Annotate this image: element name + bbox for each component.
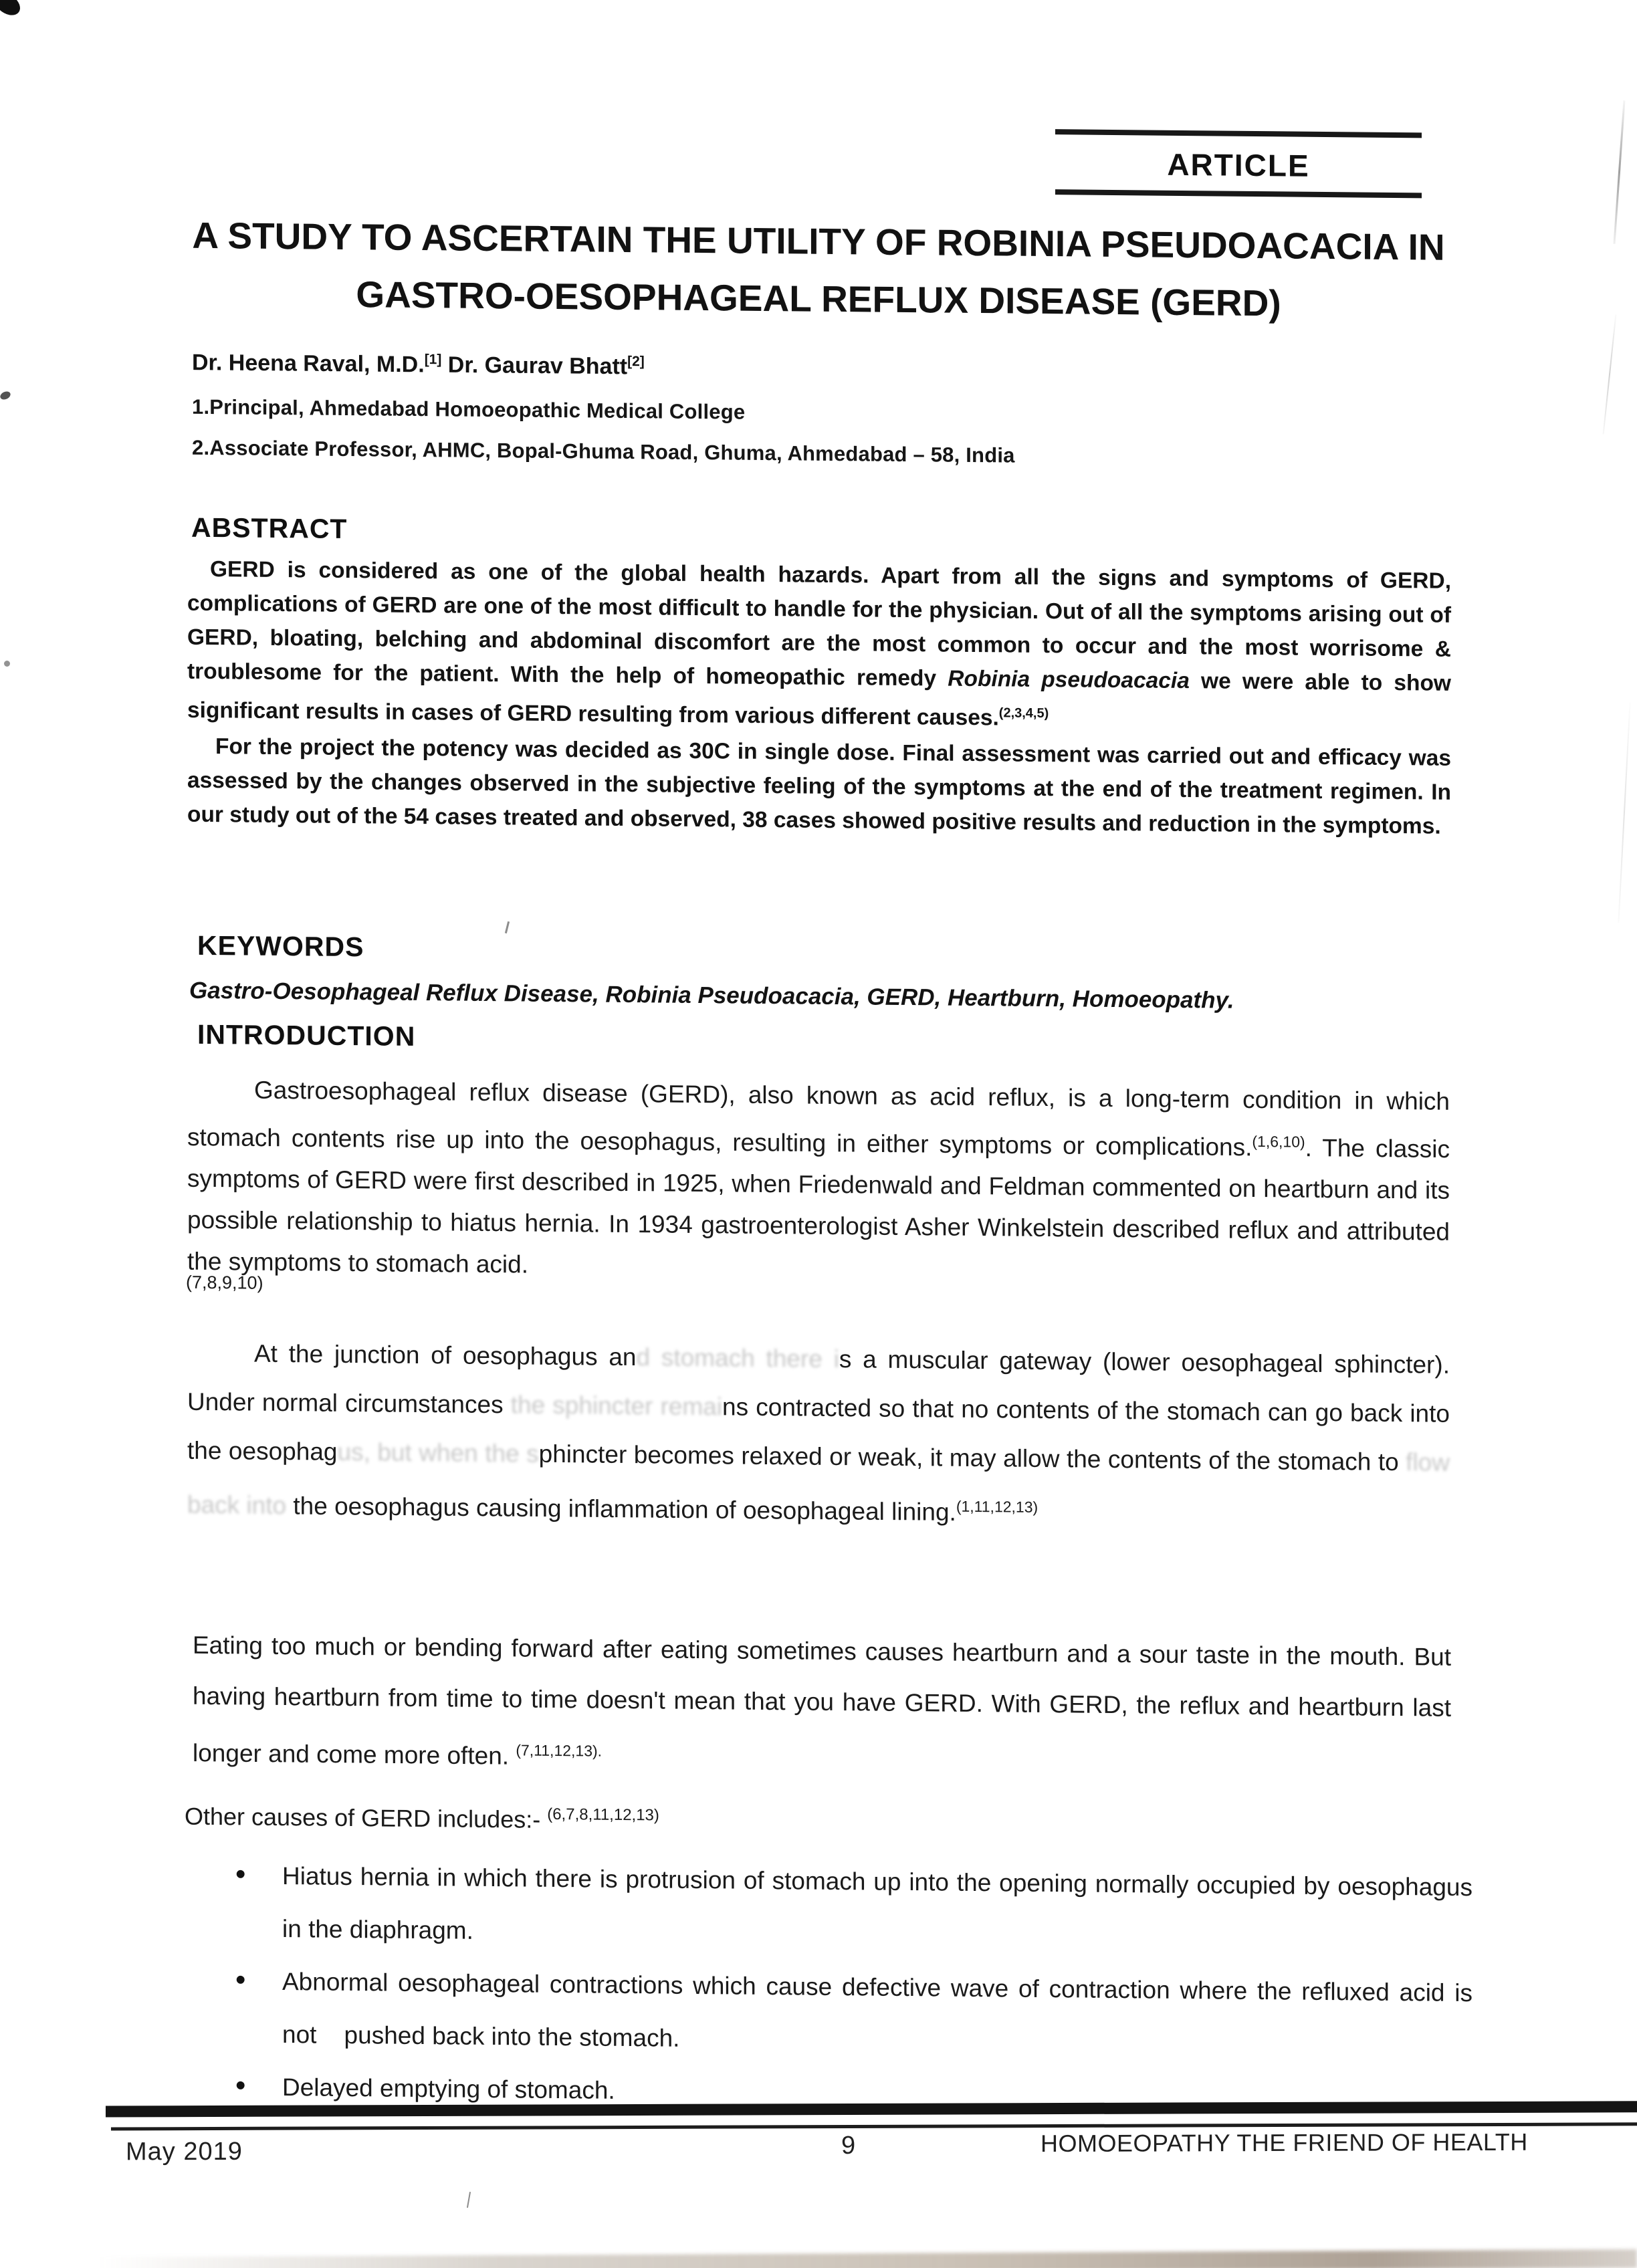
scan-smudge-text-1: d stomach there i: [636, 1343, 839, 1373]
bullet-3-text: Delayed emptying of stomach.: [282, 2073, 615, 2104]
author-2-superscript: [2]: [627, 354, 645, 370]
junction-citation: (1,11,12,13): [956, 1497, 1039, 1516]
introduction-heading: INTRODUCTION: [197, 1018, 416, 1052]
eating-text: Eating too much or bending forward after eating sometimes causes heartburn and a sour taste in the mouth. But having heartburn from time to time doesn't mean that you have GERD. With GERD, the reflux and heartburn last longer and come more often.: [193, 1631, 1451, 1770]
intro-p1-text-b: . The classic symptoms of GERD were first described in 1925, when Friedenwald and Feldman commented on heartburn and its possible relationship to hiatus hernia. In 1934 gastroenterologist Asher Winkelstein described reflux and attributed the symptoms to stomach acid.: [187, 1134, 1450, 1278]
author-1: Dr. Heena Raval, M.D.: [192, 350, 425, 378]
junction-text-5: the oesophagus causing inflammation of oesophageal lining.: [286, 1492, 956, 1526]
affiliation-1: 1.Principal, Ahmedabad Homoeopathic Medical College: [192, 394, 746, 424]
footer-journal-name: HOMOEOPATHY THE FRIEND OF HEALTH: [1041, 2128, 1528, 2158]
abstract-p1-text-b: we were able to show significant results in cases of GERD resulting from various different causes.: [187, 669, 1451, 731]
footer-issue-date: May 2019: [126, 2137, 243, 2166]
junction-text-4: phincter becomes relaxed or weak, it may allow the contents of the stomach to: [538, 1440, 1406, 1476]
abstract-p1-remedy-name: Robinia pseudoacacia: [948, 666, 1190, 694]
intro-p1-citation-line: (7,8,9,10): [186, 1272, 263, 1293]
abstract-p1-text: GERD is considered as one of the global health hazards. Apart from all the signs and symptoms of GERD, complications of GERD are one of the most difficult to handle for the physician. Out of all the symptoms arising out of GERD, bloating, belching and abdominal discomfort are the most common to occur and the most worrisome & troublesome for the patient. With the help of homeopathic remedy: [187, 557, 1451, 691]
affiliation-2: 2.Associate Professor, AHMC, Bopal-Ghuma Road, Ghuma, Ahmedabad – 58, India: [192, 435, 1015, 467]
author-1-superscript: [1]: [424, 352, 442, 368]
bullet-2-text: Abnormal oesophageal contractions which cause defective wave of contraction where the refluxed acid is not pushed back into the stomach.: [282, 1968, 1472, 2052]
paper-title-line2: GASTRO-OESOPHAGEAL REFLUX DISEASE (GERD): [356, 273, 1281, 324]
eating-citation: (7,11,12,13).: [516, 1741, 603, 1760]
bullet-icon: •: [235, 1963, 246, 1997]
scan-smudge-text-2: the sphincter remai: [510, 1391, 723, 1421]
author-2: Dr. Gaurav Bhatt: [441, 352, 628, 380]
abstract-heading: ABSTRACT: [191, 512, 348, 544]
article-banner-label: ARTICLE: [1167, 146, 1310, 183]
abstract-p1-citation: (2,3,4,5): [998, 705, 1049, 721]
scan-smudge-text-4: flow back into: [187, 1448, 1450, 1520]
scan-smudge-text-3: us, but when the s: [337, 1438, 539, 1468]
keywords-list: Gastro-Oesophageal Reflux Disease, Robinia Pseudoacacia, GERD, Heartburn, Homoeopathy.: [189, 977, 1234, 1014]
abstract-paragraph-2: For the project the potency was decided as 30C in single dose. Final assessment was carried out and efficacy was assessed by the changes observed in the subjective feeling of the symptoms at the end of the treatment regimen. In our study out of the 54 cases treated and observed, 38 cases showed positive results and reduction in the symptoms.: [187, 734, 1451, 839]
junction-text-2: s a muscular gateway (lower oesophageal sphincter). Under normal circumstances: [187, 1345, 1450, 1419]
keywords-heading: KEYWORDS: [197, 929, 364, 963]
footer-page-number: 9: [841, 2131, 856, 2160]
bullet-1-text: Hiatus hernia in which there is protrusion of stomach up into the opening normally occupied by oesophagus in the diaphragm.: [282, 1862, 1472, 1944]
bullet-icon: •: [235, 2069, 246, 2102]
footer-thick-rule: [106, 2101, 1637, 2117]
other-causes-citation: (6,7,8,11,12,13): [547, 1805, 659, 1825]
junction-text-1: At the junction of oesophagus an: [254, 1339, 637, 1371]
intro-p1-text-a: Gastroesophageal reflux disease (GERD), also known as acid reflux, is a long-term condition in which stomach contents rise up into the oesophagus, resulting in either symptoms or complications.: [187, 1076, 1450, 1161]
bullet-icon: •: [235, 1857, 246, 1891]
intro-p1-citation: (1,6,10): [1252, 1132, 1305, 1151]
paper-title-line1: A STUDY TO ASCERTAIN THE UTILITY OF ROBINIA PSEUDOACACIA IN: [192, 214, 1445, 268]
junction-text-3: ns contracted so that no contents of the stomach can go back into the oesophag: [187, 1393, 1450, 1466]
other-causes-label: Other causes of GERD includes:-: [185, 1802, 548, 1833]
